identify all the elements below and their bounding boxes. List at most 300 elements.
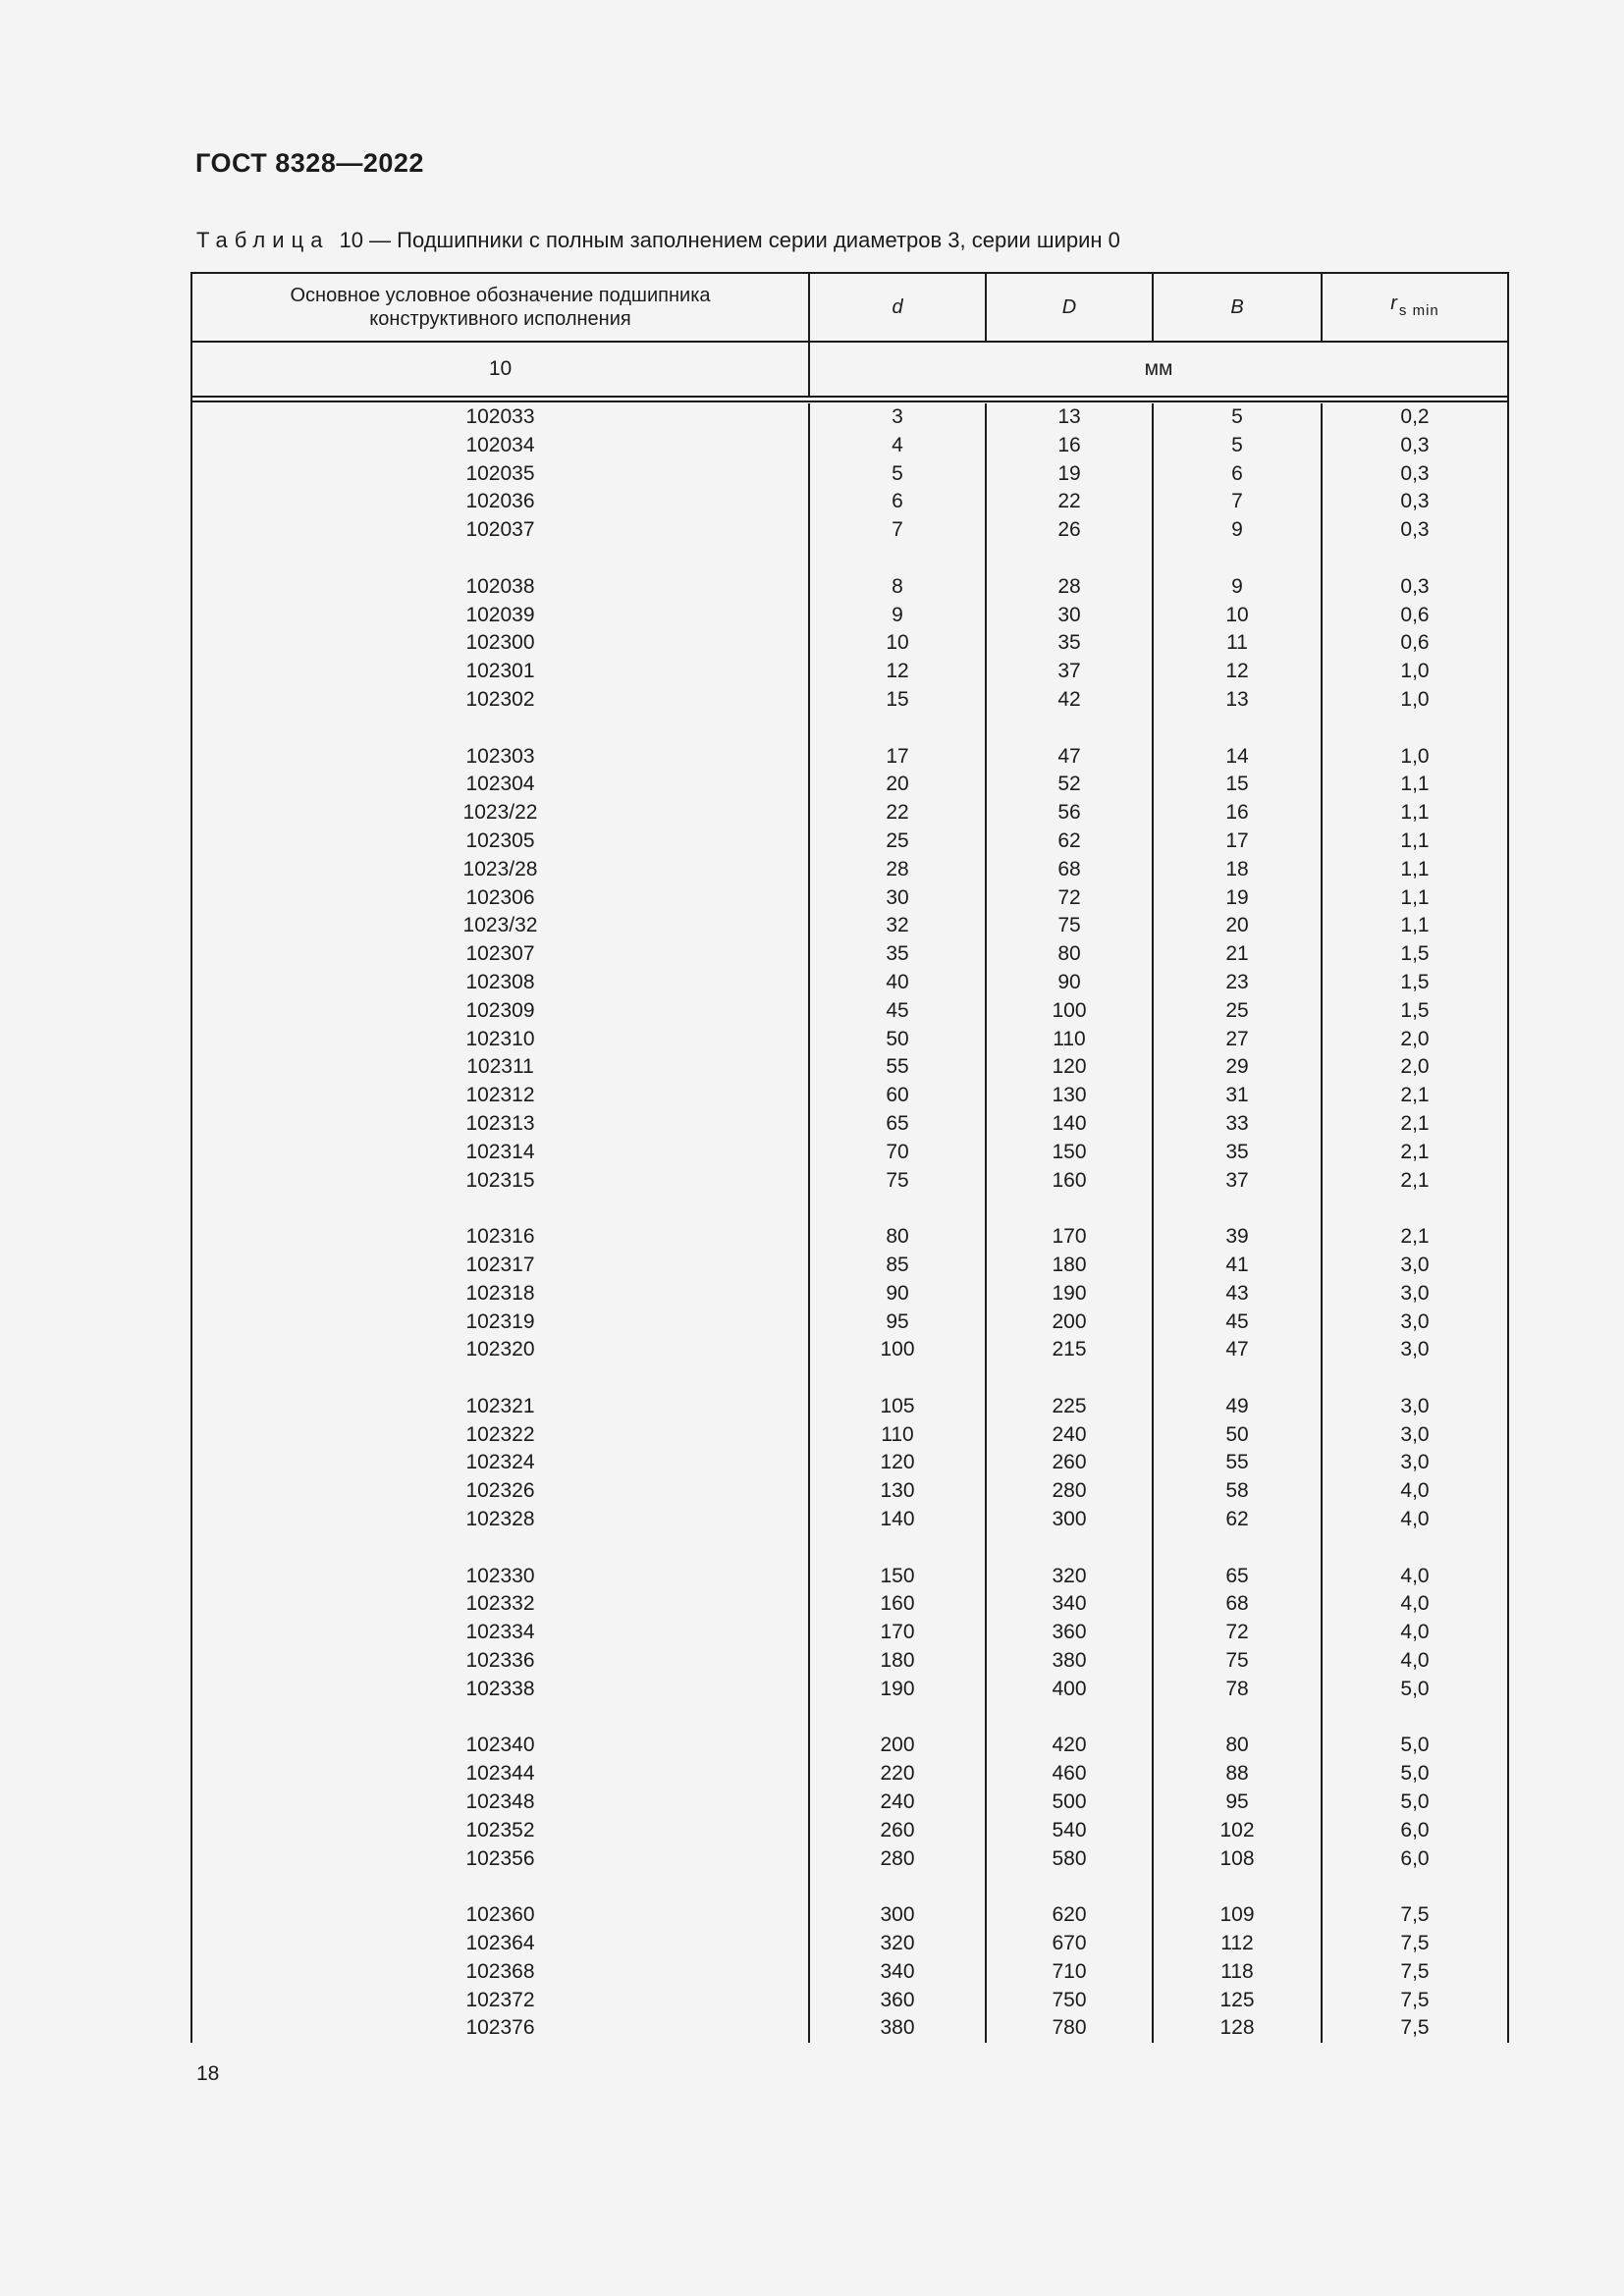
cell-designation: 102326	[192, 1477, 810, 1506]
cell-designation: 102037	[192, 516, 810, 545]
table-row-gap	[192, 545, 1507, 573]
cell-B: 125	[1154, 1987, 1323, 2015]
cell-d: 380	[810, 2014, 987, 2043]
cell-B: 108	[1154, 1845, 1323, 1874]
table-title-word: Таблица	[196, 228, 330, 252]
cell-empty	[192, 1704, 810, 1733]
table-row	[192, 771, 1507, 799]
cell-r: 5,0	[1400, 1762, 1430, 1786]
cell-designation: 102307	[192, 940, 810, 969]
cell-empty	[1323, 545, 1507, 573]
cell-designation: 102312	[192, 1082, 810, 1110]
cell-r: 4,0	[1400, 1592, 1430, 1616]
cell-d: 190	[810, 1676, 987, 1704]
cell-designation: 102319	[192, 1308, 810, 1337]
cell-D: 750	[987, 1987, 1154, 2015]
cell-r: 2,0	[1400, 1055, 1430, 1079]
cell-B: 17	[1154, 828, 1323, 856]
table-header-row	[192, 274, 1507, 343]
cell-empty	[987, 1534, 1154, 1563]
cell-r: 1,5	[1400, 998, 1430, 1022]
cell-B: 35	[1154, 1139, 1323, 1167]
table-row	[192, 1732, 1507, 1760]
table-title	[196, 228, 1120, 253]
cell-designation: 102039	[192, 602, 810, 630]
table-row	[192, 1026, 1507, 1054]
cell-B: 112	[1154, 1930, 1323, 1958]
table-row	[192, 1167, 1507, 1196]
cell-B: 62	[1154, 1506, 1323, 1534]
cell-D: 150	[987, 1139, 1154, 1167]
cell-B: 68	[1154, 1590, 1323, 1619]
cell-D: 68	[987, 856, 1154, 884]
cell-r: 2,1	[1400, 1140, 1430, 1163]
table-row	[192, 516, 1507, 545]
cell-d: 90	[810, 1280, 987, 1308]
table-row	[192, 1477, 1507, 1506]
table-row	[192, 1676, 1507, 1704]
cell-d: 320	[810, 1930, 987, 1958]
cell-designation: 102320	[192, 1336, 810, 1364]
cell-r: 7,5	[1400, 1932, 1430, 1955]
cell-d: 160	[810, 1590, 987, 1619]
cell-D: 780	[987, 2014, 1154, 2043]
cell-r: 3,0	[1400, 1281, 1430, 1305]
cell-empty	[1323, 1534, 1507, 1563]
cell-D: 540	[987, 1817, 1154, 1845]
cell-designation: 102310	[192, 1026, 810, 1054]
table-row	[192, 856, 1507, 884]
cell-B: 12	[1154, 658, 1323, 686]
cell-D: 670	[987, 1930, 1154, 1958]
cell-B: 16	[1154, 799, 1323, 828]
table-row	[192, 1563, 1507, 1591]
bearings-table	[190, 272, 1509, 2043]
table-row	[192, 1987, 1507, 2015]
cell-D: 72	[987, 884, 1154, 913]
cell-d: 140	[810, 1506, 987, 1534]
cell-designation: 102348	[192, 1789, 810, 1817]
cell-B: 72	[1154, 1619, 1323, 1647]
cell-designation: 102308	[192, 969, 810, 997]
cell-B: 25	[1154, 997, 1323, 1026]
table-row	[192, 1252, 1507, 1280]
table-row	[192, 1449, 1507, 1477]
cell-r: 0,6	[1400, 603, 1430, 626]
table-row	[192, 1930, 1507, 1958]
cell-empty	[192, 545, 810, 573]
table-row	[192, 686, 1507, 715]
table-row	[192, 1110, 1507, 1139]
cell-r: 1,1	[1400, 773, 1430, 796]
header-r-subscript: s min	[1398, 302, 1439, 319]
cell-B: 10	[1154, 602, 1323, 630]
cell-B: 43	[1154, 1280, 1323, 1308]
cell-d: 5	[810, 460, 987, 489]
cell-d: 95	[810, 1308, 987, 1337]
cell-B: 11	[1154, 629, 1323, 658]
cell-empty	[987, 545, 1154, 573]
cell-empty	[1323, 715, 1507, 743]
cell-designation: 102376	[192, 2014, 810, 2043]
cell-r: 1,0	[1400, 660, 1430, 683]
cell-designation: 102313	[192, 1110, 810, 1139]
table-row	[192, 884, 1507, 913]
cell-B: 19	[1154, 884, 1323, 913]
cell-r: 3,0	[1400, 1394, 1430, 1417]
cell-D: 170	[987, 1223, 1154, 1252]
cell-d: 3	[810, 403, 987, 432]
table-row	[192, 1506, 1507, 1534]
cell-B: 109	[1154, 1901, 1323, 1930]
cell-r: 2,1	[1400, 1084, 1430, 1107]
table-body	[192, 402, 1507, 2043]
cell-d: 120	[810, 1449, 987, 1477]
cell-r: 4,0	[1400, 1479, 1430, 1503]
cell-empty	[1154, 1364, 1323, 1393]
cell-D: 200	[987, 1308, 1154, 1337]
table-row-gap	[192, 1195, 1507, 1223]
header-body-separator	[192, 396, 1507, 402]
cell-D: 260	[987, 1449, 1154, 1477]
cell-D: 28	[987, 573, 1154, 602]
cell-d: 55	[810, 1053, 987, 1082]
cell-designation: 102321	[192, 1393, 810, 1421]
cell-B: 5	[1154, 403, 1323, 432]
cell-empty	[192, 1364, 810, 1393]
cell-designation: 1023/32	[192, 912, 810, 940]
cell-B: 55	[1154, 1449, 1323, 1477]
cell-d: 45	[810, 997, 987, 1026]
cell-designation: 102033	[192, 403, 810, 432]
cell-D: 580	[987, 1845, 1154, 1874]
cell-designation: 102301	[192, 658, 810, 686]
cell-D: 420	[987, 1732, 1154, 1760]
cell-designation: 102324	[192, 1449, 810, 1477]
cell-r: 5,0	[1400, 1677, 1430, 1700]
cell-d: 360	[810, 1987, 987, 2015]
table-row	[192, 1280, 1507, 1308]
header-cell-designation	[192, 274, 810, 341]
cell-r: 3,0	[1400, 1309, 1430, 1333]
cell-d: 260	[810, 1817, 987, 1845]
cell-B: 14	[1154, 743, 1323, 772]
cell-r: 2,0	[1400, 1027, 1430, 1050]
cell-r: 1,5	[1400, 942, 1430, 966]
cell-d: 180	[810, 1647, 987, 1676]
cell-d: 85	[810, 1252, 987, 1280]
page-number: 18	[196, 2062, 220, 2085]
cell-designation: 102360	[192, 1901, 810, 1930]
cell-designation: 102038	[192, 573, 810, 602]
cell-D: 710	[987, 1958, 1154, 1987]
cell-d: 240	[810, 1789, 987, 1817]
cell-B: 21	[1154, 940, 1323, 969]
cell-r: 0,3	[1400, 490, 1430, 513]
cell-D: 120	[987, 1053, 1154, 1082]
cell-d: 340	[810, 1958, 987, 1987]
cell-designation: 102302	[192, 686, 810, 715]
cell-d: 9	[810, 602, 987, 630]
cell-designation: 102336	[192, 1647, 810, 1676]
cell-designation: 102334	[192, 1619, 810, 1647]
table-row	[192, 1647, 1507, 1676]
cell-B: 13	[1154, 686, 1323, 715]
table-row-gap	[192, 1704, 1507, 1733]
cell-empty	[192, 1195, 810, 1223]
cell-D: 240	[987, 1421, 1154, 1450]
table-row	[192, 1393, 1507, 1421]
cell-D: 400	[987, 1676, 1154, 1704]
cell-B: 75	[1154, 1647, 1323, 1676]
header-cell-d: d	[810, 274, 987, 341]
cell-designation: 1023/22	[192, 799, 810, 828]
cell-r: 2,1	[1400, 1168, 1430, 1192]
cell-empty	[810, 1873, 987, 1901]
table-row	[192, 997, 1507, 1026]
cell-D: 300	[987, 1506, 1154, 1534]
cell-designation: 102328	[192, 1506, 810, 1534]
table-row-gap	[192, 1534, 1507, 1563]
cell-r: 0,3	[1400, 433, 1430, 456]
cell-empty	[1154, 1195, 1323, 1223]
cell-d: 10	[810, 629, 987, 658]
cell-r: 7,5	[1400, 2016, 1430, 2040]
cell-designation: 102306	[192, 884, 810, 913]
cell-r: 4,0	[1400, 1649, 1430, 1673]
cell-D: 26	[987, 516, 1154, 545]
cell-d: 17	[810, 743, 987, 772]
cell-D: 140	[987, 1110, 1154, 1139]
cell-D: 52	[987, 771, 1154, 799]
cell-B: 49	[1154, 1393, 1323, 1421]
table-row	[192, 460, 1507, 489]
cell-D: 110	[987, 1026, 1154, 1054]
header-cell-D: D	[987, 274, 1154, 341]
cell-D: 75	[987, 912, 1154, 940]
cell-r: 3,0	[1400, 1451, 1430, 1474]
doc-code: ГОСТ 8328—2022	[195, 148, 424, 178]
cell-d: 25	[810, 828, 987, 856]
cell-d: 50	[810, 1026, 987, 1054]
cell-designation: 102034	[192, 432, 810, 460]
cell-empty	[810, 715, 987, 743]
cell-designation: 102332	[192, 1590, 810, 1619]
table-row	[192, 1139, 1507, 1167]
cell-designation: 102317	[192, 1252, 810, 1280]
table-row	[192, 2014, 1507, 2043]
cell-B: 23	[1154, 969, 1323, 997]
header-cell-r	[1323, 274, 1507, 341]
cell-d: 70	[810, 1139, 987, 1167]
cell-empty	[1154, 715, 1323, 743]
table-row	[192, 602, 1507, 630]
cell-D: 225	[987, 1393, 1154, 1421]
cell-designation: 102322	[192, 1421, 810, 1450]
cell-r: 7,5	[1400, 1903, 1430, 1927]
cell-D: 56	[987, 799, 1154, 828]
table-row	[192, 432, 1507, 460]
header-r-base: r	[1390, 293, 1397, 314]
cell-d: 220	[810, 1760, 987, 1789]
cell-designation: 102340	[192, 1732, 810, 1760]
cell-B: 29	[1154, 1053, 1323, 1082]
cell-empty	[1154, 1704, 1323, 1733]
table-title-number: 10	[339, 228, 364, 252]
cell-B: 80	[1154, 1732, 1323, 1760]
cell-empty	[987, 715, 1154, 743]
cell-B: 47	[1154, 1336, 1323, 1364]
table-row	[192, 1789, 1507, 1817]
cell-empty	[987, 1364, 1154, 1393]
cell-designation: 102304	[192, 771, 810, 799]
cell-r: 2,1	[1400, 1225, 1430, 1249]
table-row	[192, 1053, 1507, 1082]
table-row	[192, 1845, 1507, 1874]
cell-designation: 102372	[192, 1987, 810, 2015]
cell-empty	[810, 1704, 987, 1733]
cell-D: 13	[987, 403, 1154, 432]
cell-r: 0,2	[1400, 405, 1430, 428]
subheader-cell-units: мм	[1144, 357, 1173, 380]
table-row	[192, 828, 1507, 856]
cell-designation: 102315	[192, 1167, 810, 1196]
cell-r: 1,0	[1400, 744, 1430, 768]
cell-D: 620	[987, 1901, 1154, 1930]
cell-designation: 102303	[192, 743, 810, 772]
cell-D: 100	[987, 997, 1154, 1026]
cell-D: 215	[987, 1336, 1154, 1364]
cell-r: 3,0	[1400, 1338, 1430, 1362]
cell-empty	[1154, 1873, 1323, 1901]
cell-empty	[1154, 1534, 1323, 1563]
table-row	[192, 488, 1507, 516]
cell-B: 41	[1154, 1252, 1323, 1280]
cell-d: 80	[810, 1223, 987, 1252]
cell-empty	[987, 1195, 1154, 1223]
cell-empty	[810, 1195, 987, 1223]
cell-empty	[192, 715, 810, 743]
subheader-cell-column-number: 10	[192, 343, 810, 396]
cell-empty	[1323, 1364, 1507, 1393]
cell-d: 12	[810, 658, 987, 686]
cell-d: 280	[810, 1845, 987, 1874]
table-row	[192, 573, 1507, 602]
table-row	[192, 1958, 1507, 1987]
cell-r: 2,1	[1400, 1111, 1430, 1135]
cell-r: 1,1	[1400, 801, 1430, 825]
cell-r: 3,0	[1400, 1253, 1430, 1276]
cell-r: 3,0	[1400, 1422, 1430, 1446]
cell-d: 60	[810, 1082, 987, 1110]
cell-d: 22	[810, 799, 987, 828]
cell-r: 1,1	[1400, 914, 1430, 937]
cell-d: 28	[810, 856, 987, 884]
table-row	[192, 1590, 1507, 1619]
cell-B: 9	[1154, 516, 1323, 545]
cell-B: 9	[1154, 573, 1323, 602]
cell-D: 35	[987, 629, 1154, 658]
cell-r: 1,1	[1400, 857, 1430, 881]
cell-D: 47	[987, 743, 1154, 772]
cell-d: 35	[810, 940, 987, 969]
table-row	[192, 1901, 1507, 1930]
cell-D: 340	[987, 1590, 1154, 1619]
cell-d: 15	[810, 686, 987, 715]
cell-d: 65	[810, 1110, 987, 1139]
table-row	[192, 1336, 1507, 1364]
header-cell-B: B	[1154, 274, 1323, 341]
cell-designation: 102364	[192, 1930, 810, 1958]
cell-designation: 102338	[192, 1676, 810, 1704]
cell-B: 15	[1154, 771, 1323, 799]
cell-empty	[192, 1873, 810, 1901]
cell-r: 6,0	[1400, 1846, 1430, 1870]
cell-B: 65	[1154, 1563, 1323, 1591]
cell-designation: 102316	[192, 1223, 810, 1252]
cell-designation: 102368	[192, 1958, 810, 1987]
cell-designation: 102311	[192, 1053, 810, 1082]
cell-designation: 102352	[192, 1817, 810, 1845]
table-row	[192, 912, 1507, 940]
cell-D: 16	[987, 432, 1154, 460]
cell-B: 78	[1154, 1676, 1323, 1704]
cell-d: 4	[810, 432, 987, 460]
cell-empty	[987, 1704, 1154, 1733]
header-designation-label: Основное условное обозначение подшипника конструктивного исполнения	[290, 285, 711, 330]
cell-B: 95	[1154, 1789, 1323, 1817]
cell-r: 5,0	[1400, 1734, 1430, 1757]
cell-designation: 102318	[192, 1280, 810, 1308]
cell-d: 75	[810, 1167, 987, 1196]
cell-designation: 102300	[192, 629, 810, 658]
table-row	[192, 969, 1507, 997]
cell-r: 1,1	[1400, 885, 1430, 909]
table-row	[192, 799, 1507, 828]
cell-D: 500	[987, 1789, 1154, 1817]
cell-empty	[810, 545, 987, 573]
cell-d: 32	[810, 912, 987, 940]
cell-d: 105	[810, 1393, 987, 1421]
cell-r: 7,5	[1400, 1988, 1430, 2011]
cell-B: 102	[1154, 1817, 1323, 1845]
cell-B: 33	[1154, 1110, 1323, 1139]
table-subheader-row	[192, 343, 1507, 396]
cell-d: 130	[810, 1477, 987, 1506]
cell-D: 380	[987, 1647, 1154, 1676]
cell-r: 6,0	[1400, 1818, 1430, 1842]
cell-D: 80	[987, 940, 1154, 969]
cell-B: 39	[1154, 1223, 1323, 1252]
table-row	[192, 1082, 1507, 1110]
table-title-text: — Подшипники с полным заполнением серии диаметров 3, серии ширин 0	[369, 228, 1120, 252]
cell-D: 37	[987, 658, 1154, 686]
cell-d: 170	[810, 1619, 987, 1647]
cell-r: 0,3	[1400, 518, 1430, 542]
table-row	[192, 1421, 1507, 1450]
cell-r: 0,3	[1400, 574, 1430, 598]
cell-D: 19	[987, 460, 1154, 489]
cell-D: 90	[987, 969, 1154, 997]
cell-B: 5	[1154, 432, 1323, 460]
cell-B: 37	[1154, 1167, 1323, 1196]
cell-B: 18	[1154, 856, 1323, 884]
cell-empty	[987, 1873, 1154, 1901]
cell-r: 0,3	[1400, 461, 1430, 485]
cell-designation: 102330	[192, 1563, 810, 1591]
cell-r: 1,1	[1400, 828, 1430, 852]
cell-r: 1,5	[1400, 970, 1430, 993]
